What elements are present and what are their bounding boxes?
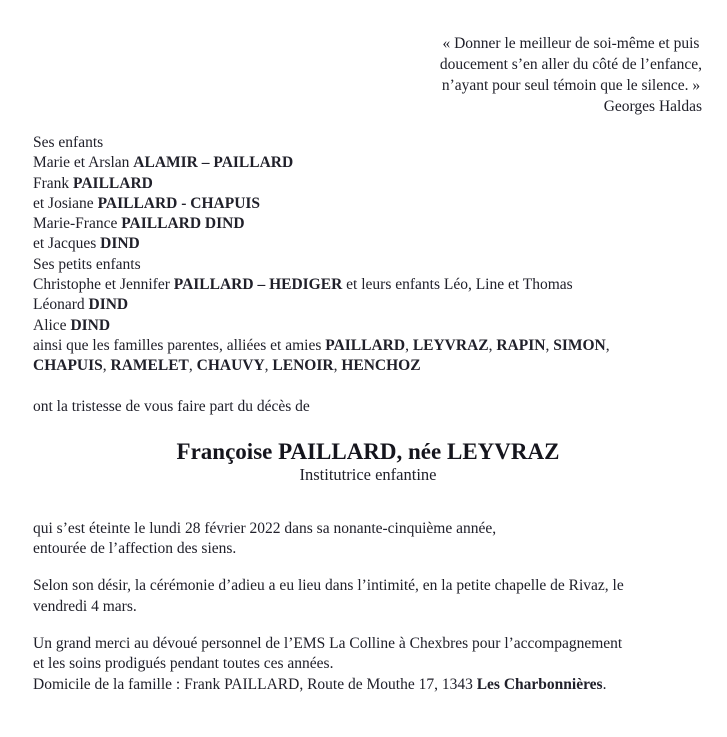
family-line: et Josiane PAILLARD - CHAPUIS <box>33 194 261 212</box>
paragraph-line: qui s’est éteinte le lundi 28 février 2022 dans sa nonante-cinquième année, <box>33 519 497 537</box>
deceased-name: Françoise PAILLARD, née LEYVRAZ <box>176 438 560 464</box>
deceased-role: Institutrice enfantine <box>299 464 437 484</box>
paragraph-line: Selon son désir, la cérémonie d’adieu a eu lieu dans l’intimité, en la petite chapelle de Rivaz, le <box>33 577 624 595</box>
epigraph-quote <box>440 33 702 117</box>
paragraph-death-notice <box>33 519 717 560</box>
family-list <box>33 133 717 377</box>
paragraph-line: et les soins prodigués pendant toutes ces années. <box>33 655 334 673</box>
announcement-body <box>33 133 717 695</box>
family-line: Ses petits enfants <box>33 255 141 273</box>
paragraph-ceremony <box>33 576 717 617</box>
family-line: ainsi que les familles parentes, alliées et amies PAILLARD, LEYVRAZ, RAPIN, SIMON, <box>33 336 610 354</box>
quote-line: doucement s’en aller du côté de l’enfance, <box>439 56 702 73</box>
paragraph-line: Domicile de la famille : Frank PAILLARD, Route de Mouthe 17, 1343 Les Charbonnières. <box>33 675 607 693</box>
family-line: Alice DIND <box>33 316 111 334</box>
paragraph-thanks-and-address <box>33 634 717 695</box>
announcement-line: ont la tristesse de vous faire part du décès de <box>33 397 310 415</box>
paragraph-line: entourée de l’affection des siens. <box>33 540 237 558</box>
quote-attribution: Georges Haldas <box>603 98 702 115</box>
family-line: CHAPUIS, RAMELET, CHAUVY, LENOIR, HENCHOZ <box>33 357 421 375</box>
family-line: Frank PAILLARD <box>33 174 153 192</box>
family-line: et Jacques DIND <box>33 235 140 253</box>
family-line: Ses enfants <box>33 134 104 151</box>
paragraph-line: Un grand merci au dévoué personnel de l’EMS La Colline à Chexbres pour l’accompagnement <box>33 635 623 653</box>
family-line: Léonard DIND <box>33 296 129 314</box>
paragraph-line: vendredi 4 mars. <box>33 597 137 615</box>
family-line: Marie-France PAILLARD DIND <box>33 215 245 233</box>
quote-line: « Donner le meilleur de soi-même et puis <box>442 35 700 52</box>
family-line: Christophe et Jennifer PAILLARD – HEDIGER et leurs enfants Léo, Line et Thomas <box>33 276 573 294</box>
family-line: Marie et Arslan ALAMIR – PAILLARD <box>33 154 294 172</box>
quote-line: n’ayant pour seul témoin que le silence. » <box>441 77 701 94</box>
